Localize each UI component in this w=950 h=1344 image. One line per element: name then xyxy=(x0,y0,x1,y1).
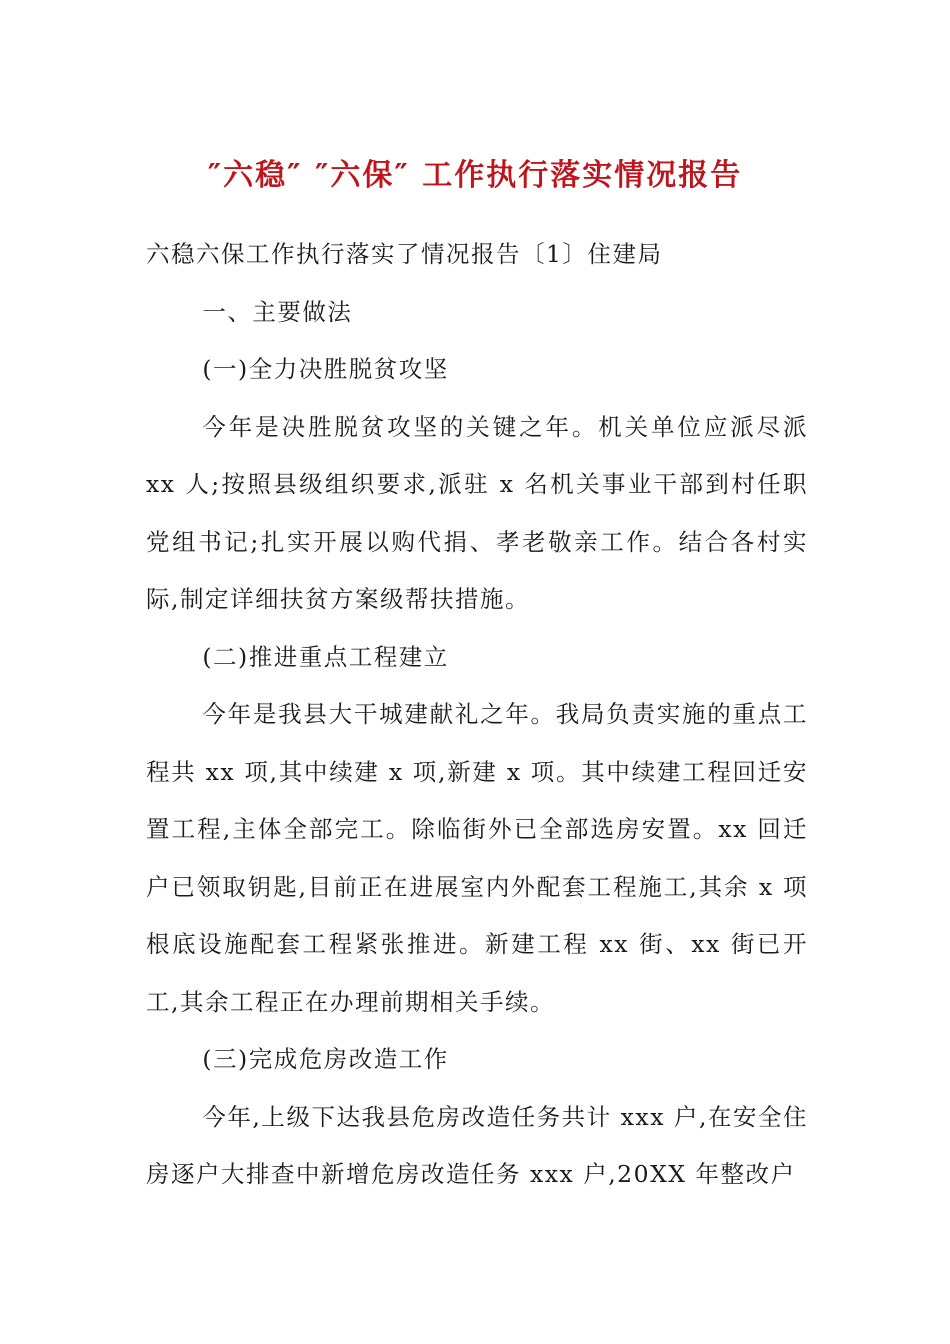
paragraph-poverty-alleviation: 今年是决胜脱贫攻坚的关键之年。机关单位应派尽派 xx 人;按照县级组织要求,派驻 x 名机关事业干部到村任职党组书记;扎实开展以购代捐、孝老敬亲工作。结合各村实际,制定详细扶贫方案级帮扶措施。 xyxy=(146,412,808,613)
subheading-dilapidated-housing: (三)完成危房改造工作 xyxy=(202,1045,449,1073)
subheading-poverty-alleviation: (一)全力决胜脱贫攻坚 xyxy=(202,355,449,383)
document-body xyxy=(146,226,808,1204)
section-heading-main-practices: 一、主要做法 xyxy=(202,297,353,326)
document-title: ″六稳″ ″六保″ 工作执行落实情况报告 xyxy=(207,158,743,193)
paragraph-dilapidated-housing: 今年,上级下达我县危房改造任务共计 xxx 户,在安全住房逐户大排查中新增危房改造任务 xxx 户,20XX 年整改户 xyxy=(146,1102,808,1188)
paragraph-key-projects: 今年是我县大干城建献礼之年。我局负责实施的重点工程共 xx 项,其中续建 x 项,新建 x 项。其中续建工程回迁安置工程,主体全部完工。除临街外已全部选房安置。xx 回迁户已领取钥匙,目前正在进展室内外配套工程施工,其余 x 项根底设施配套工程紧张推进。新建工程 xx 街、xx 街已开工,其余工程正在办理前期相关手续。 xyxy=(146,700,809,1016)
subheading-key-projects: (二)推进重点工程建立 xyxy=(202,642,449,671)
report-subtitle: 六稳六保工作执行落实了情况报告〔1〕住建局 xyxy=(146,240,663,268)
